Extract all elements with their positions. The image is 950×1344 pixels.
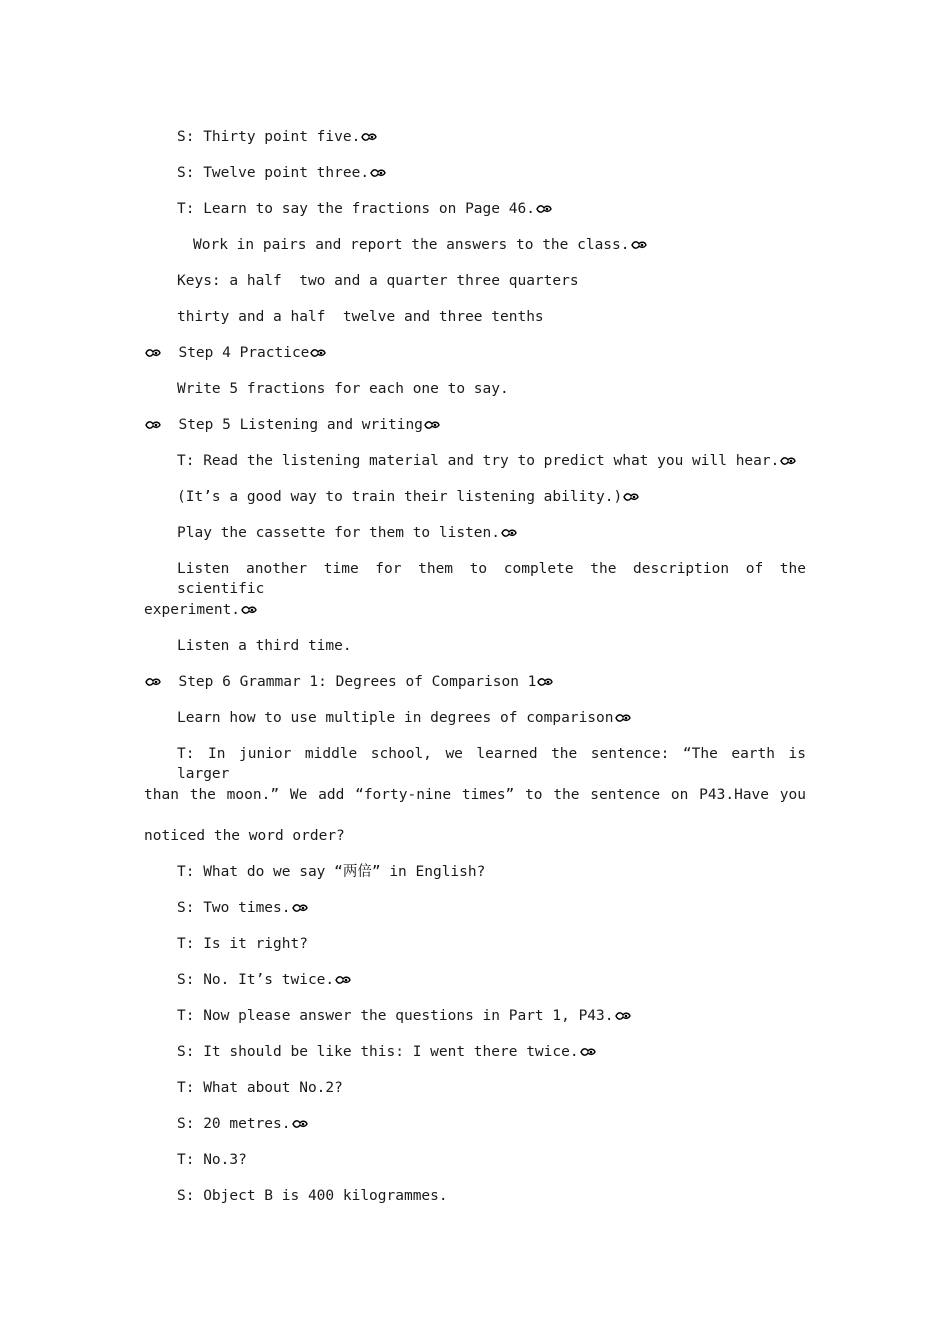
section-heading: Step 6 Grammar 1: Degrees of Comparison 1 [144,672,553,692]
text-line: T: Learn to say the fractions on Page 46. [177,199,552,219]
text-line: S: Thirty point five. [177,127,377,147]
text-line: T: Is it right? [177,936,308,952]
text-line: noticed the word order? [144,828,345,844]
paragraph-mark-icon [292,1118,308,1130]
text-line: T: Read the listening material and try to predict what you will hear. [177,451,796,471]
text-line: T: What about No.2? [177,1080,343,1096]
paragraph-mark-icon [780,455,796,467]
text-line: Play the cassette for them to listen. [177,523,517,543]
paragraph-mark-icon [631,239,647,251]
paragraph-mark-icon [310,347,326,359]
paragraph-mark-icon [361,131,377,143]
paragraph-mark-icon [241,604,257,616]
text-line: S: 20 metres. [177,1114,308,1134]
text-line: Keys: a half two and a quarter three quarters [177,273,579,289]
text-line: S: Twelve point three. [177,163,386,183]
paragraph-mark-icon [145,676,161,688]
text-line: than the moon.” We add “forty-nine times” to the sentence on P43.Have you [144,787,806,803]
paragraph-mark-icon [145,419,161,431]
text-line: Listen another time for them to complete the description of the scientific [177,561,806,597]
text-line: (It’s a good way to train their listening ability.) [177,487,639,507]
paragraph-mark-icon [335,974,351,986]
section-heading: Step 5 Listening and writing [144,415,440,435]
paragraph-mark-icon [623,491,639,503]
text-line: Listen a third time. [177,638,352,654]
text-line: T: No.3? [177,1152,247,1168]
text-line: Learn how to use multiple in degrees of comparison [177,708,631,728]
paragraph-mark-icon [145,347,161,359]
text-line: S: Two times. [177,898,308,918]
text-line: Write 5 fractions for each one to say. [177,381,509,397]
paragraph-mark-icon [615,712,631,724]
paragraph-mark-icon [424,419,440,431]
text-line: T: What do we say “两倍” in English? [177,864,486,880]
text-line: Work in pairs and report the answers to the class. [193,235,647,255]
text-line: S: It should be like this: I went there twice. [177,1042,596,1062]
paragraph-mark-icon [580,1046,596,1058]
section-heading: Step 4 Practice [144,343,326,363]
text-line: S: No. It’s twice. [177,970,351,990]
text-line: T: In junior middle school, we learned the sentence: “The earth is larger [177,746,806,782]
text-line: thirty and a half twelve and three tenths [177,309,544,325]
paragraph-mark-icon [536,203,552,215]
text-line: S: Object B is 400 kilogrammes. [177,1188,448,1204]
text-line: experiment. [144,600,257,620]
paragraph-mark-icon [370,167,386,179]
text-line: T: Now please answer the questions in Part 1, P43. [177,1006,631,1026]
paragraph-mark-icon [501,527,517,539]
paragraph-mark-icon [292,902,308,914]
paragraph-mark-icon [615,1010,631,1022]
paragraph-mark-icon [537,676,553,688]
